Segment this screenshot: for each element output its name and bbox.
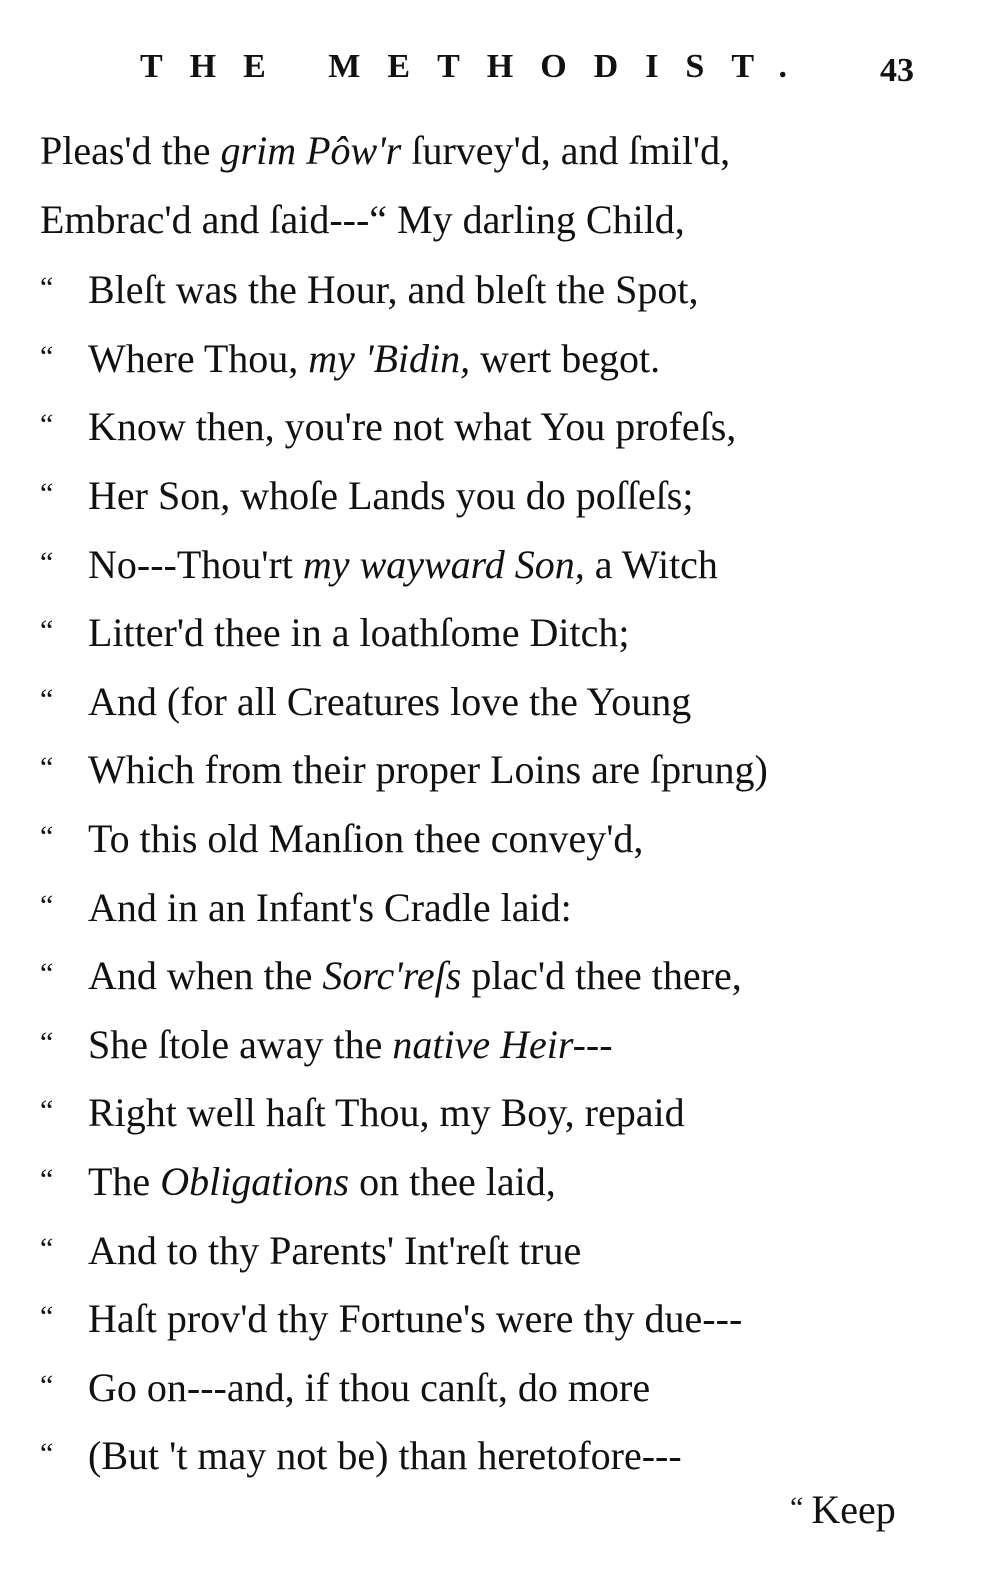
quote-mark: “ xyxy=(40,339,54,373)
verse-line xyxy=(40,538,940,607)
quote-mark: “ xyxy=(40,545,54,579)
italic-text: Obligations xyxy=(160,1158,350,1204)
verse-line xyxy=(40,881,940,950)
quote-mark: “ xyxy=(40,1437,54,1471)
verse-text: Where Thou, xyxy=(88,335,309,381)
verse-text: And (for all Creatures love the Young xyxy=(88,678,692,724)
verse-text: No---Thou'rt xyxy=(88,541,303,587)
page-number: 43 xyxy=(880,52,914,89)
verse-line xyxy=(40,263,940,332)
verse-text: To this old Manſion thee convey'd, xyxy=(88,815,644,861)
verse-text: And to thy Parents' Int'reſt true xyxy=(88,1227,582,1273)
verse-text: Litter'd thee in a loathſome Ditch; xyxy=(88,610,630,656)
verse-text: Know then, you're not what You profeſs, xyxy=(88,404,737,450)
verse-line xyxy=(40,1292,940,1361)
verse-text: Go on---and, if thou canſt, do more xyxy=(88,1364,651,1410)
italic-text: my 'Bidin, xyxy=(308,335,471,381)
verse-text: ſurvey'd, and ſmil'd, xyxy=(401,128,731,173)
quote-mark: “ xyxy=(40,1094,54,1128)
verse-text: Haſt prov'd thy Fortune's were thy due--- xyxy=(88,1296,743,1342)
verse-text: And when the xyxy=(88,953,323,999)
verse-line xyxy=(40,332,940,401)
italic-text: native Heir--- xyxy=(392,1021,613,1067)
verse-text: on thee laid, xyxy=(349,1158,556,1204)
verse-line xyxy=(40,1361,940,1430)
verse-text: a Witch xyxy=(584,541,718,587)
verse-text: Bleſt was the Hour, and bleſt the Spot, xyxy=(88,267,699,313)
catchword xyxy=(790,1486,896,1533)
poem-body xyxy=(40,126,940,1498)
verse-text: The xyxy=(88,1158,161,1204)
quote-mark: “ xyxy=(40,271,54,305)
quote-mark: “ xyxy=(40,682,54,716)
verse-line xyxy=(40,1155,940,1224)
verse-line xyxy=(40,195,940,264)
running-header xyxy=(0,48,1000,92)
verse-line xyxy=(40,606,940,675)
quote-mark: “ xyxy=(40,408,54,442)
verse-line xyxy=(40,675,940,744)
quote-mark: “ xyxy=(40,476,54,510)
verse-line xyxy=(40,1224,940,1293)
verse-text: Right well haſt Thou, my Boy, repaid xyxy=(88,1090,685,1136)
italic-text: grim Pôw'r xyxy=(220,128,402,173)
quote-mark: “ xyxy=(40,1231,54,1265)
verse-text: wert begot. xyxy=(470,335,661,381)
verse-text: (But 't may not be) than heretofore--- xyxy=(88,1433,682,1479)
italic-text: Sorc'reſs xyxy=(322,953,462,999)
quote-mark: “ xyxy=(40,1368,54,1402)
quote-mark: “ xyxy=(40,1300,54,1334)
quote-mark: “ xyxy=(40,614,54,648)
quote-mark: “ xyxy=(40,751,54,785)
quote-mark: “ xyxy=(40,1162,54,1196)
verse-line xyxy=(40,469,940,538)
running-title: THE METHODIST. xyxy=(140,48,814,85)
verse-line xyxy=(40,1086,940,1155)
catchword-text: Keep xyxy=(811,1487,896,1532)
verse-text: Which from their proper Loins are ſprung) xyxy=(88,747,768,793)
verse-text: And in an Infant's Cradle laid: xyxy=(88,884,572,930)
quote-mark: “ xyxy=(40,1025,54,1059)
verse-line xyxy=(40,400,940,469)
verse-line xyxy=(40,126,940,195)
quote-mark: “ xyxy=(40,888,54,922)
verse-text: plac'd thee there, xyxy=(461,953,742,999)
verse-text: She ſtole away the xyxy=(88,1021,393,1067)
verse-line xyxy=(40,812,940,881)
verse-text: Her Son, whoſe Lands you do poſſeſs; xyxy=(88,472,694,518)
italic-text: my wayward Son, xyxy=(302,541,585,587)
quote-mark: “ xyxy=(40,957,54,991)
verse-text: Embrac'd and ſaid---“ My darling Child, xyxy=(40,196,685,242)
catchword-quote-mark: “ xyxy=(790,1491,804,1524)
verse-line xyxy=(40,743,940,812)
verse-line xyxy=(40,1018,940,1087)
quote-mark: “ xyxy=(40,819,54,853)
verse-line xyxy=(40,949,940,1018)
verse-text: Pleas'd the xyxy=(40,128,221,173)
